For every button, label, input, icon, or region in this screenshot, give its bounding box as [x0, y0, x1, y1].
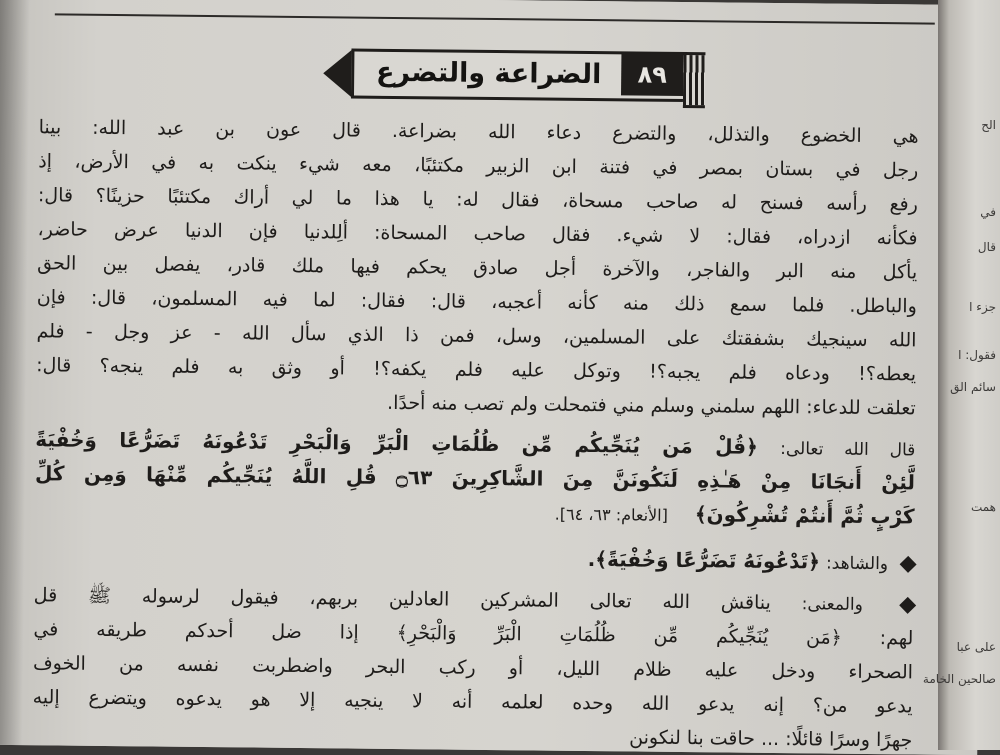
meaning-line-1	[34, 581, 914, 619]
spine-shadow	[0, 0, 30, 745]
edge-text-fragment: فقول: ا	[958, 348, 996, 362]
edge-text-fragment: قال	[977, 240, 996, 254]
meaning-line: لهم: ﴿مَن يُنَجِّيكُم مِّن ظُلُمَاتِ الْبَرِّ وَالْبَحْرِ﴾ إذا ضل أحدكم طريقه في	[33, 618, 914, 650]
verse-line-3	[34, 493, 914, 532]
edge-text-fragment: على عبا	[956, 640, 996, 654]
edge-text-fragment: همت	[970, 500, 996, 514]
witness-text: ﴿تَدْعُونَهُ تَضَرُّعًا وَخُفْيَةً﴾.	[587, 547, 821, 574]
witness-line	[34, 539, 914, 578]
verse-intro: قال الله تعالى:	[780, 439, 916, 461]
body-line: رفع رأسه فسنح له صاحب مسحاة، فقال له: يا هذا ما لي أراك مكتئبًا حزينًا؟ قال:	[37, 184, 918, 216]
chapter-number: ٨٩	[621, 53, 683, 96]
bullet-diamond-icon	[899, 596, 916, 613]
verse-text: ﴿قُلْ مَن يُنَجِّيكُم مِّن ظُلُمَاتِ الْبَرِّ وَالْبَحْرِ تَدْعُونَهُ تَضَرُّعًا وَخُفْيَةً	[35, 427, 758, 459]
body-line: تعلقت للدعاء: اللهم سلمني وسلم مني فتمحلت ولم تصب منه أحدًا.	[386, 391, 916, 420]
header-rule	[55, 13, 935, 24]
verse-line-1	[35, 425, 915, 464]
verse-line: لَّئِنْ أَنجَانَا مِنْ هَـٰذِهِ لَنَكُونَنَّ مِنَ الشَّاكِرِينَ ۝٦٣ قُلِ اللَّهُ يُنَجِّيكُم مِّنْهَا وَمِن كُلِّ	[34, 461, 916, 495]
verse-reference: [الأنعام: ٦٣، ٦٤].	[554, 504, 669, 525]
body-line: هي الخضوع والتذلل، والتضرع دعاء الله بضراعة. قال عون بن عبد الله: بينا	[38, 116, 919, 148]
edge-text-fragment: في	[980, 205, 996, 219]
body-line: رجل في بستان بمصر في فتنة ابن الزبير مكتئبًا، معه شيء ينكت به في الأرض، إذ	[38, 150, 919, 182]
witness-label: والشاهد:	[825, 553, 889, 575]
verse-text: كَرْبٍ ثُمَّ أَنتُمْ تُشْرِكُونَ﴾	[694, 502, 915, 529]
body-line: فكأنه ازدراه، فقال: لا شيء. فقال صاحب المسحاة: ألِلدنيا فإن الدنيا عرض حاضر،	[37, 218, 918, 250]
chapter-title: الضراعة والتضرع	[375, 56, 602, 90]
adjacent-page-edge	[922, 0, 1000, 750]
body-line: يعطه؟! ودعاه فلم يجبه؟! وتوكل عليه فلم يكفه؟! أو وثق به فلم ينجه؟ قال:	[36, 354, 917, 386]
chapter-banner	[321, 42, 712, 104]
meaning-line: يدعو من؟ إنه يدعو الله وحده لعلمه أنه لا ينجيه إلا هو يدعوه ويتضرع إليه	[32, 686, 913, 718]
meaning-label: والمعنى:	[801, 594, 863, 615]
banner-arrow	[323, 48, 354, 98]
body-line: الله سينجيك بشفقتك على المسلمين، وسل، فمن ذا الذي سأل الله - عز وجل - فلم	[36, 320, 917, 352]
edge-text-fragment: سائم الق	[950, 380, 996, 394]
bullet-diamond-icon	[900, 555, 917, 572]
edge-text-fragment: الح	[981, 118, 996, 132]
body-line: والباطل. فلما سمع ذلك منه كأنه أعجبه، قال: فقال: لما فيه المسلمون، قال: فإن	[36, 286, 917, 318]
banner-stripes	[683, 52, 706, 108]
edge-text-fragment: جزء ا	[969, 300, 996, 314]
meaning-text: يناقش الله تعالى المشركين العادلين بربهم، فيقول لرسوله ﷺ قل	[33, 584, 771, 614]
body-line: يأكل منه البر والفاجر، والآخرة أجل صادق يحكم فيها ملك قادر، يفصل بين الحق	[37, 252, 918, 284]
page-body	[32, 113, 919, 752]
meaning-line: الصحراء ودخل عليه ظلام الليل، أو ركب البحر واضطربت نفسه من الخوف	[32, 652, 914, 684]
meaning-line: جهرًا وسرًا قائلًا: ... حاقت بنا لنكونن	[629, 726, 913, 752]
edge-text-fragment: صالحين الخامة	[922, 672, 996, 686]
